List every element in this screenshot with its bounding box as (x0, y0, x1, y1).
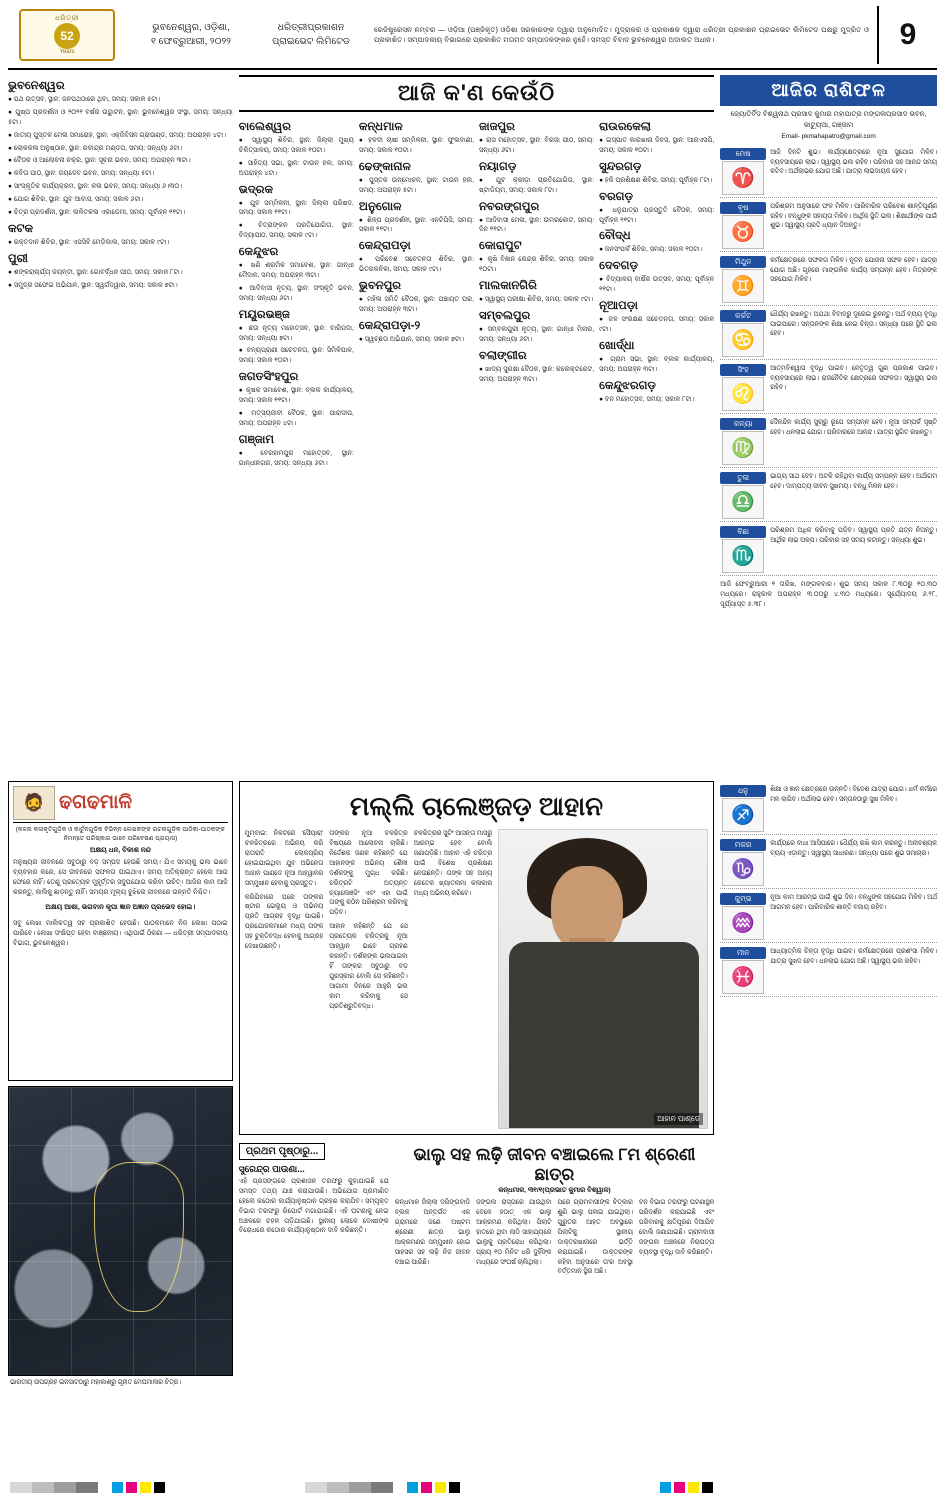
zodiac-symbol-icon: ♒ (722, 906, 764, 940)
city-event-list (359, 136, 474, 156)
city-name: ଅନୁଗୋଳ (358, 200, 402, 213)
city-event-list (239, 449, 354, 469)
photo-body (509, 942, 699, 1129)
city-events-block (359, 240, 474, 275)
city-event-list (479, 216, 594, 236)
horoscope-sign-1[interactable] (720, 144, 937, 198)
zodiac-symbol-icon: ♑ (722, 852, 764, 886)
event-item: ● ଚିତ୍ର ପ୍ରଦର୍ଶନୀ, ସ୍ଥାନ: ଲଳିତକଳା ଏକାଡେମୀ, ସମୟ: ପୂର୍ବାହ୍ନ ୧୧ଟା। (8, 209, 186, 217)
story-paragraph: ଜଙ୍ଗଲ ରାସ୍ତାରେ ଯାଉଥିବା ବେଳେ ହଠାତ୍ ଏକ ଭାଲୁ ଆକ୍ରମଣ କରିଥିଲା। ପିଲାଟି ହାତରେ ଥିବା ଲାଠି ସାହାଯ୍ୟରେ ଭାଲୁକୁ ପ୍ରତିରୋଧ କରିଥିଲା। ପ୍ରାୟ ୧୦ ମିନିଟ ଧରି ଦୁହିଁଙ୍କ ମଧ୍ୟରେ ସଂଘର୍ଷ ଚାଲିଥିଲା। (476, 1199, 552, 1266)
gray-scale-bar-mid (305, 1482, 393, 1493)
city-event-list (359, 335, 474, 345)
registration-swatch (112, 1482, 123, 1493)
city-name: ନୂଆପଡ଼ା (599, 300, 638, 313)
city-events-block (8, 223, 233, 248)
zodiac-icon-block (720, 785, 766, 832)
bottom-stories (239, 1141, 714, 1281)
zodiac-name: ବୃଷ (720, 202, 766, 214)
city-event-list (8, 268, 233, 291)
city-events-block (479, 350, 594, 385)
zodiac-icon-block (720, 364, 766, 411)
zodiac-name: ବିଛା (720, 526, 766, 538)
story-paragraph: କନ୍ଧମାଳ ଜିଲ୍ଲା ଦରିଙ୍ଗବାଡ଼ି ବ୍ଲକ ଅନ୍ତର୍ଗତ ଏକ ଗ୍ରାମରେ ଜଣେ ଅଷ୍ଟମ ଶ୍ରେଣୀ ଛାତ୍ର ଭାଲୁ ଆକ୍ରମଣର ସମ୍ମୁଖୀନ ହୋଇ ସାହସର ସହ ଲଢ଼ି ନିଜ ଜୀବନ ବଞ୍ଚାଇ ପାରିଛି। (394, 1199, 471, 1266)
event-item: ● ଜଳ ସଂରକ୍ଷଣ ସଚେତନତା, ସମୟ: ସକାଳ ୯ଟା। (599, 316, 715, 334)
city-event-list (239, 386, 354, 429)
event-item: ● ମହିଳା ସମିତି ବୈଠକ, ସ୍ଥାନ: ପଞ୍ଚାୟତ ଘର, ସମୟ: ଅପରାହ୍ନ ୩ଟା। (358, 296, 474, 314)
city-name: ଭୁବନେଶ୍ୱର (8, 80, 65, 92)
horoscope-sign-4[interactable] (720, 306, 937, 360)
event-item: ● ପୁସ୍ତକ ଉନ୍ମୋଚନ, ସ୍ଥାନ: ଟାଉନ ହଲ, ସମୟ: ଅପରାହ୍ନ ୫ଟା। (358, 176, 474, 194)
zodiac-icon-block (720, 310, 766, 357)
city-events-block (239, 121, 354, 179)
city-name: ବୌଦ୍ଧ (599, 230, 631, 243)
zodiac-name: କର୍କଟ (720, 310, 766, 322)
dhaga-dhamali-box (8, 781, 233, 1081)
event-item: ● ରାସ ମହୋତ୍ସବ, ସ୍ଥାନ: ବିରଜା ପୀଠ, ସମୟ: ସନ୍ଧ୍ୟା ୬ଟା। (479, 137, 595, 154)
city-events-block (359, 320, 474, 345)
zodiac-name: ମକର (720, 839, 766, 851)
city-name: ମାଲକାନଗିରି (479, 280, 537, 293)
horoscope-email: Email- pkmahapatro@gmail.com (781, 133, 876, 140)
feature-paragraph: ଚଳଚ୍ଚିତ୍ରର ସୁଟିଂ ଆସନ୍ତା ମାସରୁ ଆରମ୍ଭ ହେବ ବୋଲି ଜଣାପଡ଼ିଛି। ଆହାନ ଏହି ଚରିତ୍ର ପାଇଁ ବିଶେଷ ପ୍ରଶିକ୍ଷଣ ନେଉଛନ୍ତି। ତାଙ୍କ ସହ ଅନ୍ୟ କେତେକ ଖ୍ୟାତନାମା କଳାକାର ମଧ୍ୟ ଅଭିନୟ କରିବେ। (413, 830, 493, 897)
event-item: ● ସମୁଦ୍ର ସଫେଇ ଅଭିଯାନ, ସ୍ଥାନ: ସ୍ୱର୍ଗଦ୍ୱାର, ସମୟ: ସକାଳ ୭ଟା। (8, 281, 178, 289)
feature-paragraph: ତାଙ୍କର ନୂଆ ଚଳଚ୍ଚିତ୍ର ବିଷୟରେ ଆଲୋଚନା ଚାଲିଛି। ନିର୍ଦ୍ଦେଶକ ଜଣକ କହିଛନ୍ତି ଯେ ଆହାନଙ୍କ ଅଭିନୟ ଶୈଳୀ ଦର୍ଶକଙ୍କୁ ମୁଗ୍ଧ କରିଛି। ଚରିତ୍ରଟି ଅତ୍ୟନ୍ତ ଚ୍ୟାଲେଞ୍ଜିଂ ଏବଂ ଏହା ପାଇଁ ତାଙ୍କୁ କଠିନ ପରିଶ୍ରମ କରିବାକୁ ପଡ଼ିବ। (329, 830, 408, 917)
india-outline (94, 1162, 184, 1312)
city-event-list (599, 395, 714, 405)
zodiac-symbol-icon: ♉ (722, 215, 764, 249)
city-event-list (359, 255, 474, 275)
city-name: କେନ୍ଦ୍ରାପଡ଼ା (358, 240, 411, 253)
city-name: ଗଞ୍ଜାମ (238, 433, 274, 446)
continued-tag: ପ୍ରଥମ ପୃଷ୍ଠାରୁ... (239, 1143, 326, 1160)
zodiac-symbol-icon: ♏ (722, 539, 764, 573)
zodiac-icon-block (720, 418, 766, 465)
zodiac-name: କୁମ୍ଭ (720, 893, 766, 905)
city-name: ଭୁବନପୁର (358, 280, 402, 293)
event-item: ● ଯୁବ ସମ୍ମିଳନୀ, ସ୍ଥାନ: ଜିଲ୍ଲା ପରିଷଦ, ସମୟ: ସକାଳ ୧୧ଟା। (238, 199, 354, 217)
event-item: ● ଇସ୍ପାତ କାରଖାନା ଦିବସ, ସ୍ଥାନ: ଆରଏସପି, ସମୟ: ସକାଳ ୧୦ଟା। (599, 137, 715, 154)
registration-swatch (407, 1482, 418, 1493)
city-name: ଜାଜପୁର (479, 121, 515, 133)
horoscope-sign-9[interactable] (720, 781, 937, 835)
city-events-block (8, 253, 233, 291)
city-event-list (599, 136, 714, 156)
city-name: କୋରାପୁଟ (479, 240, 522, 253)
feature-article (239, 781, 714, 1135)
city-event-list (8, 238, 233, 248)
satellite-caption: ଭାରତୀୟ ଉପଗ୍ରହ ଇନସାଟଠାରୁ ମହାକାଶରୁ ଗୃହୀତ ମେଘମାଳାର ଚିତ୍ର। (10, 1379, 182, 1386)
horoscope-text: ଧୈର୍ଯ୍ୟ ରଖନ୍ତୁ। ଅଯଥା ବିବାଦରୁ ଦୂରେଇ ରୁହନ୍ତୁ। ଅର୍ଥ ବ୍ୟୟ ବୃଦ୍ଧି ପାଇପାରେ। ସନ୍ତାନଙ୍କ ଶିକ୍ଷା ନେଇ ଚିନ୍ତା। ସନ୍ଧ୍ୟା ପରେ ସ୍ଥିତି ଭଲ ହେବ। (770, 311, 937, 338)
city-name: କଟକ (8, 222, 33, 235)
gray-scale-bar-left (10, 1482, 98, 1493)
city-name: ନବରଙ୍ଗପୁର (479, 200, 540, 213)
registration-swatch (140, 1482, 151, 1493)
city-name: ଜଗତସିଂହପୁର (238, 371, 299, 384)
city-event-list (599, 245, 714, 255)
logo-years-label: Years (59, 49, 75, 55)
horoscope-text: କର୍ମକ୍ଷେତ୍ରରେ ସଫଳତା ମିଳିବ। ନୂତନ ଯୋଜନା ସଫଳ ହେବ। ଯାତ୍ରା ଯୋଗ ଅଛି। ଗୃହରେ ମାଙ୍ଗଳିକ କାର୍ଯ୍ୟ ସମ୍ପନ୍ନ ହେବ। ମିତ୍ରଙ୍କ ସହଯୋଗ ମିଳିବ। (770, 257, 937, 284)
city-events-block (239, 309, 354, 367)
event-item: ● ଗ୍ରାମ ସଭା, ସ୍ଥାନ: ବ୍ଲକ କାର୍ଯ୍ୟାଳୟ, ସମୟ: ଅପରାହ୍ନ ୩ଟା। (599, 355, 715, 373)
city-event-list (359, 176, 474, 196)
city-event-list (239, 136, 354, 179)
city-events-block (359, 121, 474, 156)
event-item: ● କବିତା ପାଠ, ସ୍ଥାନ: ଜୟଦେବ ଭବନ, ସମୟ: ସନ୍ଧ୍ୟା ୫ଟା। (8, 170, 155, 178)
event-item: ● କୃଷି ବିଜ୍ଞାନ କେନ୍ଦ୍ର ଶିବିର, ସମୟ: ସକାଳ ୧୦ଟା। (479, 256, 595, 274)
events-left-column (8, 75, 233, 775)
lower-section (8, 781, 937, 1388)
city-name: ଭଦ୍ରକ (238, 183, 273, 196)
horoscope-sign-6[interactable] (720, 414, 937, 468)
story-paragraph: ପରେ ଗ୍ରାମବାସୀଙ୍କ ଚିତ୍କାର ଶୁଣି ଭାଲୁ ପଳାଇ ଯାଇଥିଲା। ଗୁରୁତର ଆହତ ଅବସ୍ଥାରେ ପିଲାଟିକୁ ସ୍ଥାନୀୟ ଡାକ୍ତରଖାନାରେ ଭର୍ତ୍ତି କରାଯାଇଛି। ଡାକ୍ତରଙ୍କ କହିବା ଅନୁସାରେ ତା'ର ଅବସ୍ଥା ବର୍ତ୍ତମାନ ସ୍ଥିର ଅଛି। (557, 1199, 633, 1276)
city-events-block (239, 184, 354, 242)
registration-swatch (349, 1482, 371, 1493)
horoscope-sign-2[interactable] (720, 198, 937, 252)
horoscope-sign-8[interactable] (720, 522, 937, 576)
zodiac-symbol-icon: ♍ (722, 431, 764, 465)
city-name: ରାଉରକେଲା (599, 121, 652, 133)
city-event-list (359, 216, 474, 236)
masthead-city: ଭୁବନେଶ୍ୱର, ଓଡ଼ିଶା, (152, 22, 230, 34)
cartoon-subtitle: (କଳନା କଳାକୃତିଗୁଡ଼ିକ ଓ କାର୍ଟୁନଗୁଡ଼ିକ ବିଭିନ୍ନ ଲେଖକଙ୍କ ରଚନାଗୁଡ଼ିକ ପାଠିକା-ପାଠକଙ୍କ ନିମନ୍ତେ ପରିଷ୍କାର ଭାବେ ପରିବେଷଣ ପ୍ରୟାସ) (15, 826, 225, 842)
horoscope-text: ଦୈନନ୍ଦିନ କାର୍ଯ୍ୟ ସୁଚାରୁ ରୂପେ ସମ୍ପନ୍ନ ହେବ। ନୂଆ ସମ୍ପର୍କ ସୃଷ୍ଟି ହେବ। ଧନଲାଭ ଯୋଗ। ପରିବାରରେ ଆନନ୍ଦ। ଯାତ୍ରା ସ୍ଥଗିତ ରଖନ୍ତୁ। (770, 419, 937, 436)
zodiac-icon-block (720, 202, 766, 249)
registration-swatch (305, 1482, 327, 1493)
horoscope-sign-7[interactable] (720, 468, 937, 522)
horoscope-text: ଆତ୍ମବିଶ୍ୱାସ ବୃଦ୍ଧି ପାଇବ। ନେତୃତ୍ୱ ଗୁଣ ପ୍ରକାଶ ପାଇବ। ବ୍ୟବସାୟରେ ଲାଭ। ରାଜନୈତିକ କ୍ଷେତ୍ରରେ ସଫଳତା। ସ୍ୱାସ୍ଥ୍ୟ ଭଲ ରହିବ। (770, 365, 937, 392)
event-item: ● ହଳଦୀ ଚାଷୀ ସମ୍ମିଳନୀ, ସ୍ଥାନ: ଫୁଲବାଣୀ, ସମୟ: ସକାଳ ୧୦ଟା। (358, 137, 474, 154)
zodiac-name: ତୁଳା (720, 472, 766, 484)
city-event-list (239, 199, 354, 242)
masthead-license: ରେଜିଷ୍ଟ୍ରେସନ ନମ୍ବର — ଓଡ଼ିଆ (ପଞ୍ଜିକୃତ) ଓଡ଼ିଶା ସରକାରଙ୍କ ଦ୍ୱାରା ଅନୁମୋଦିତ। ମୁଦ୍ରାକର ଓ ପ୍ରକାଶକ ଦ୍ୱାରା ଧରିତ୍ରୀ ପ୍ରକାଶନ ପ୍ରାଇଭେଟ ଲିମିଟେଡ ପକ୍ଷରୁ ମୁଦ୍ରିତ ଓ ପ୍ରକାଶିତ। ସମ୍ପାଦକୀୟ ବିଭାଗରେ ପ୍ରକାଶିତ ମତାମତ ସମ୍ପାଦକଙ୍କର ନୁହେଁ। ସମସ୍ତ ବିବାଦ ଭୁବନେଶ୍ୱର ଅଦାଲତ ଅଧୀନ। (374, 25, 869, 44)
city-event-list (239, 261, 354, 304)
zodiac-icon-block (720, 472, 766, 519)
city-event-list (599, 206, 714, 226)
bear-story-byline: କନ୍ଧମାଳ, ୩୧/୧(ପ୍ରଭାତ କୁମାର ବିଶ୍ୱାଳ) (498, 1187, 611, 1194)
continued-headline: ସୁରେନ୍ଦ୍ର ପାଉଣା... (238, 1164, 305, 1174)
event-item: ● ଯୋଗ ଶିବିର, ସ୍ଥାନ: ଯୁବ ଆବାସ, ସମୟ: ସକାଳ ୬ଟା। (8, 196, 144, 204)
photo-caption: ଆହାନ ପାଣ୍ଡେ (654, 1113, 703, 1125)
zodiac-symbol-icon: ♓ (722, 960, 764, 994)
color-swatches-right (660, 1482, 713, 1493)
city-events-block (599, 260, 714, 295)
horoscope-sign-3[interactable] (720, 252, 937, 306)
city-name: ପୁରୀ (8, 252, 28, 265)
city-event-list (599, 275, 714, 295)
city-event-list (479, 325, 594, 345)
city-event-list (239, 324, 354, 367)
event-item: ● ସମ୍ବଲପୁରୀ ନୃତ୍ୟ, ସ୍ଥାନ: ଗାନ୍ଧୀ ମିନାର, ସମୟ: ସନ୍ଧ୍ୟା ୬ଟା। (479, 326, 595, 343)
city-event-list (479, 176, 594, 196)
logo-years-number: 52 (54, 23, 80, 49)
horoscope-sign-11[interactable] (720, 889, 937, 943)
zodiac-symbol-icon: ♐ (722, 798, 764, 832)
city-name: କେନ୍ଦୁଝରଗଡ଼ (599, 379, 656, 392)
cartoon-header (13, 786, 228, 823)
cartoon-title-text: ଢଗଢମାଳି (59, 792, 133, 813)
zodiac-icon-block (720, 947, 766, 994)
bear-story-headline: ଭାଲୁ ସହ ଲଢ଼ି ଜୀବନ ବଞ୍ଚାଇଲେ ୮ମ ଶ୍ରେଣୀ ଛାତ୍ର (413, 1145, 696, 1184)
horoscope-list-continued (720, 781, 937, 997)
feature-title: ମଲ୍ଲି ଚାଲେଞ୍ଜଡ଼ ଆହାନ (349, 791, 604, 821)
zodiac-symbol-icon: ♎ (722, 485, 764, 519)
registration-swatch (54, 1482, 76, 1493)
city-events-block (8, 80, 233, 218)
event-item: ● ସାଂସ୍କୃତିକ କାର୍ଯ୍ୟକ୍ରମ, ସ୍ଥାନ: କଳା ଭବନ, ସମୟ: ସନ୍ଧ୍ୟା ୬।୩୦। (8, 183, 183, 191)
event-item: ● ପୁଷ୍ପ ପ୍ରଦର୍ଶନୀ ଓ ୨୦୨୨ ବର୍ଷର ଉଦ୍ଘାଟନ, ସ୍ଥାନ: ଭୁବନେଶ୍ୱର ସଂସ୍ଥା, ସମୟ: ସନ୍ଧ୍ୟା ୫ଟା। (8, 108, 233, 126)
feature-text-columns (245, 829, 492, 1129)
registration-swatch (421, 1482, 432, 1493)
city-events-block (599, 121, 714, 156)
mascot-icon: 🧔 (13, 786, 55, 820)
registration-swatch (688, 1482, 699, 1493)
horoscope-text: ପରିଶ୍ରମ ଅନୁସାରେ ଫଳ ମିଳିବ। ପାରିବାରିକ ପରିବେଶ ଶାନ୍ତିପୂର୍ଣ୍ଣ ରହିବ। ବନ୍ଧୁଙ୍କ ସହାୟତା ମିଳିବ। ଆର୍ଥିକ ସ୍ଥିତି ଭଲ। ଶିକ୍ଷାର୍ଥୀଙ୍କ ପାଇଁ ଶୁଭ। ସ୍ୱାସ୍ଥ୍ୟ ପ୍ରତି ଧ୍ୟାନ ଦିଅନ୍ତୁ। (770, 203, 937, 230)
zodiac-name: ମେଷ (720, 148, 766, 160)
horoscope-text: ଆଜି ଦିନଟି ଶୁଭ। କାର୍ଯ୍ୟକ୍ଷେତ୍ରରେ ନୂଆ ସୁଯୋଗ ମିଳିବ। ବ୍ୟବସାୟରେ ଲାଭ। ସ୍ୱାସ୍ଥ୍ୟ ଭଲ ରହିବ। ପରିବାର ସହ ଆନନ୍ଦ ସମୟ କଟିବ। ଅର୍ଥଲାଭର ଯୋଗ ଅଛି। ଯାତ୍ରା ଲାଭଦାୟକ ହେବ। (770, 149, 937, 176)
city-events-block (359, 161, 474, 196)
city-name: ଖୋର୍ଦ୍ଧା (599, 339, 635, 352)
horoscope-text: ଭାଗ୍ୟ ସାଥ ଦେବ। ଅଟକି ରହିଥିବା କାର୍ଯ୍ୟ ସମ୍ପନ୍ନ ହେବ। ଅର୍ଥାଗମ ହେବ। ଦାମ୍ପତ୍ୟ ଜୀବନ ସୁଖମୟ। ବନ୍ଧୁ ମିଳନ ହେବ। (770, 473, 937, 490)
city-event-list (599, 315, 714, 335)
zodiac-icon-block (720, 893, 766, 940)
event-item: ● ବନ ମହୋତ୍ସବ, ସମୟ: ସକାଳ ୮ଟା। (599, 395, 695, 403)
registration-swatch (10, 1482, 32, 1493)
horoscope-list (720, 144, 937, 576)
zodiac-icon-block (720, 256, 766, 303)
city-events-block (599, 380, 714, 405)
zodiac-symbol-icon: ♈ (722, 161, 764, 195)
zodiac-icon-block (720, 148, 766, 195)
horoscope-text: ଆଧ୍ୟାତ୍ମିକ ଚିନ୍ତା ବୃଦ୍ଧି ପାଇବ। କର୍ମକ୍ଷେତ୍ରରେ ପ୍ରଶଂସା ମିଳିବ। ଯାତ୍ରା ସୁଖଦ ହେବ। ଧନଲାଭ ଯୋଗ ଅଛି। ସ୍ୱାସ୍ଥ୍ୟ ଭଲ ରହିବ। (770, 948, 937, 965)
event-item: ● ଜନସଂପର୍କ ଶିବିର, ସମୟ: ସକାଳ ୧୦ଟା। (599, 246, 703, 254)
registration-swatch (76, 1482, 98, 1493)
city-event-list (8, 95, 233, 218)
city-events-block (599, 230, 714, 255)
registration-swatch (435, 1482, 446, 1493)
zodiac-symbol-icon: ♊ (722, 269, 764, 303)
city-name: ନୟାଗଡ଼ (479, 160, 517, 173)
city-name: ବରଗଡ଼ (599, 190, 634, 203)
publication-logo (19, 9, 115, 61)
event-item: ● ଖଣି ଶ୍ରମିକ ସମାବେଶ, ସ୍ଥାନ: ଗାନ୍ଧୀ ମୈଦାନ, ସମୟ: ଅପରାହ୍ନ ୩ଟା। (238, 262, 354, 280)
horoscope-text: ଶିକ୍ଷା ଓ ଜ୍ଞାନ କ୍ଷେତ୍ରରେ ଉନ୍ନତି। ବିଦେଶ ଯାତ୍ରା ଯୋଗ। ଧର୍ମ କର୍ମରେ ମନ ଲାଗିବ। ଅର୍ଥଲାଭ ହେବ। ସନ୍ତାନଠାରୁ ସୁଖ ମିଳିବ। (770, 786, 937, 803)
logo-box (8, 6, 126, 64)
city-name: ସୁନ୍ଦରଗଡ଼ (599, 160, 642, 173)
color-swatches-left (112, 1482, 165, 1493)
feature-paragraph: ମୁମ୍ବାଇ: ନିକଟରେ 'ସୈୟାରା' ଚଳଚ୍ଚିତ୍ରରେ ଅଭିନୟ କରି ରାତାରାତି ଲୋକପ୍ରିୟ ହୋଇଯାଇଥିବା ଯୁବ ଅଭିନେତା ଆହାନ ପାଣ୍ଡେ ନୂଆ ଆହ୍ୱାନର ସମ୍ମୁଖୀନ ହେବାକୁ ପ୍ରସ୍ତୁତ। (244, 830, 324, 887)
print-registration-marks (0, 1476, 945, 1498)
event-item: ● ବୈଠକ ଓ ଆଲୋଚନା ଚକ୍ର, ସ୍ଥାନ: ସୂଚନା ଭବନ, ସମୟ: ଅପରାହ୍ନ ୩ଟା। (8, 157, 191, 165)
continued-body: ଏହି ପ୍ରସଙ୍ଗରେ ପ୍ରଶାସନ ତରଫରୁ କୁହାଯାଇଛି ଯେ ସମସ୍ତ ତଥ୍ୟ ଯାଞ୍ଚ କରାଯାଉଛି। ଅଭିଯୋଗ ପ୍ରମାଣିତ ହେଲେ କଠୋର କାର୍ଯ୍ୟାନୁଷ୍ଠାନ ଗ୍ରହଣ କରାଯିବ। ସମ୍ପୃକ୍ତ ବିଭାଗ ତରଫରୁ ରିପୋର୍ଟ ମଗାଯାଇଛି। ଏହି ଘଟଣାକୁ ନେଇ ଅଞ୍ଚଳରେ ଚହଳ ପଡ଼ିଯାଇଛି। ସ୍ଥାନୀୟ ଲୋକେ ଦୋଷୀଙ୍କ ବିରୋଧରେ କଠୋର କାର୍ଯ୍ୟାନୁଷ୍ଠାନ ଦାବି କରିଛନ୍ତି। (238, 1178, 389, 1235)
cartoon-quote: ଅକ୍ଷୟ ଆଶା, ଭଗବାନ କୃପା ଜ୍ଞାନ ଅଜ୍ଞାନ ପ୍ରଭେଦ ହୋଇ। (45, 904, 196, 912)
aji-kana-title: ଆଜି କ'ଣ କେଉଁଠି (239, 75, 714, 112)
horoscope-continued-column (720, 781, 937, 1388)
city-event-list (599, 176, 714, 186)
city-name: କନ୍ଧମାଳ (358, 121, 403, 133)
city-events-block (599, 191, 714, 226)
zodiac-icon-block (720, 839, 766, 886)
city-events-block (479, 240, 594, 275)
zodiac-name: କନ୍ୟା (720, 418, 766, 430)
color-swatches-mid (407, 1482, 460, 1493)
city-name: ସମ୍ବଲପୁର (479, 310, 531, 323)
event-item: ● ଖାଦ୍ୟ ସୁରକ୍ଷା ବୈଠକ, ସ୍ଥାନ: କଲେକ୍ଟରେଟ, ସମୟ: ଅପରାହ୍ନ ୩ଟା। (479, 365, 595, 383)
city-events-block (239, 371, 354, 429)
event-item: ● ରକ୍ତଦାନ ଶିବିର, ସ୍ଥାନ: ଏସସିବି ମେଡିକାଲ, ସମୟ: ସକାଳ ୯ଟା। (8, 238, 170, 246)
cartoon-column (8, 781, 233, 1388)
horoscope-astrologer: ଜ୍ୟୋତିର୍ବିଦ ବିଶ୍ୱନାଥ ପ୍ରସାଦ କୁମାର ମହାପାତ୍ର ମଙ୍ଗଳାପ୍ରସାଦ ଭବନ, କାଟ୍ୟୁଆ, ଗଞ୍ଜାମ (730, 111, 927, 129)
event-item: ● ଚିତ୍ରାଙ୍କନ ପ୍ରତିଯୋଗିତା, ସ୍ଥାନ: ବିଦ୍ୟାପୀଠ, ସମୟ: ସକାଳ ୯ଟା। (238, 222, 354, 240)
city-events-block (359, 280, 474, 315)
city-event-list (479, 295, 594, 305)
zodiac-symbol-icon: ♋ (722, 323, 764, 357)
zodiac-name: ମିଥୁନ (720, 256, 766, 268)
event-item: ● ସାହିତ୍ୟ ସଭା, ସ୍ଥାନ: ଟାଉନ ହଲ, ସମୟ: ଅପରାହ୍ନ ୪ଟା। (238, 159, 354, 177)
event-item: ● ସ୍ୱାସ୍ଥ୍ୟ ଶିବିର, ସ୍ଥାନ: ଜିଲ୍ଲା ମୁଖ୍ୟ ଚିକିତ୍ସାଳୟ, ସମୟ: ସକାଳ ୧୦ଟା। (238, 137, 354, 154)
horoscope-sign-5[interactable] (720, 360, 937, 414)
city-name: ମୟୂରଭଞ୍ଜ (238, 308, 290, 321)
event-item: ● ଧନୁଯାତ୍ରା ପ୍ରସ୍ତୁତି ବୈଠକ, ସମୟ: ପୂର୍ବାହ୍ନ ୧୧ଟା। (599, 206, 715, 224)
masthead-place (126, 6, 256, 64)
city-name: ବଲାଙ୍ଗୀର (479, 349, 527, 362)
logo-title: ଧରିତ୍ରୀ (55, 15, 79, 22)
city-name: ଦେବଗଡ଼ (599, 260, 638, 273)
event-item: ● ଲୋକକଳା ଅନୁଷ୍ଠାନ, ସ୍ଥାନ: ରବୀନ୍ଦ୍ର ମଣ୍ଡପ, ସମୟ: ସନ୍ଧ୍ୟା ୬ଟା। (8, 144, 183, 152)
cartoon-footnote: ସବୁ ଲେଖା ମାଲିକତ୍ୱ ସହ ପ୍ରକାଶିତ ହେଉଛି। ପାଠକମାନେ ନିଜ ଲେଖା ପଠାଇ ପାରିବେ। ଲେଖା ସଂକ୍ଷିପ୍ତ ହେବା ବାଞ୍ଛନୀୟ। ଏଥିପାଇଁ ଠିକଣା — ଧରିତ୍ରୀ ସମ୍ପାଦକୀୟ ବିଭାଗ, ଭୁବନେଶ୍ୱର। (13, 919, 228, 947)
masthead-publisher: ଧରିତ୍ରୀପ୍ରକାଶନ ପ୍ରାଇଭେଟ ଲିମିଟେଡ (272, 22, 350, 47)
event-item: ● ପଥ ଉତ୍ସବ, ସ୍ଥାନ: ଜନପଥଠାରେ ଥିବା, ସମୟ: ସକାଳ ୫ଟା। (8, 96, 161, 103)
story-paragraph: ବନ ବିଭାଗ ତରଫରୁ ଘଟଣାସ୍ଥଳ ପରିଦର୍ଶନ କରାଯାଇଛି ଏବଂ ପରିବାରକୁ କ୍ଷତିପୂରଣ ଦିଆଯିବ ବୋଲି ଜଣାଯାଇଛି। ଗ୍ରାମବାସୀ ଜଙ୍ଗଲ ଅଞ୍ଚଳରେ ନିରାପତ୍ତା ବ୍ୟବସ୍ଥା ବୃଦ୍ଧି ଦାବି କରିଛନ୍ତି। (638, 1199, 715, 1256)
horoscope-text: ପରିଶ୍ରମ ଅଧିକ କରିବାକୁ ପଡ଼ିବ। ସ୍ୱାସ୍ଥ୍ୟ ପ୍ରତି ଯତ୍ନ ନିଅନ୍ତୁ। ଆର୍ଥିକ ଲାଭ ଅଳ୍ପ। ପରିବାର ସହ ସମୟ କଟାନ୍ତୁ। ସନ୍ଧ୍ୟା ଶୁଭ। (770, 527, 937, 544)
cartoon-body: ମନୁଷ୍ୟର ଜୀବନରେ ସବୁଠାରୁ ବଡ଼ ସମ୍ପଦ ହେଉଛି ସମୟ। ଯିଏ ସମୟକୁ ଭଲ ଭାବେ ବ୍ୟବହାର କରେ, ସେ ଜୀବନରେ ସଫଳତା ପାଇଥାଏ। ସମୟ ଅତିକ୍ରାନ୍ତ ହେଲେ ଆଉ ଫେରେ ନାହିଁ। ତେଣୁ ପ୍ରତ୍ୟେକ ମୁହୂର୍ତ୍ତର ସଦୁପଯୋଗ କରିବା ଉଚିତ୍। ଆଜିର କାମ ଆଜି କରନ୍ତୁ, କାଲିକୁ ଛାଡ଼ନ୍ତୁ ନାହିଁ। ସମୟର ମୂଲ୍ୟ ବୁଝିଲେ ଜୀବନରେ ଉନ୍ନତି ନିଶ୍ଚିତ। (13, 858, 228, 897)
registration-swatch (371, 1482, 393, 1493)
city-name: ଢେଙ୍କାନାଳ (358, 160, 411, 173)
city-event-list (599, 355, 714, 375)
horoscope-text: ନୂଆ କାମ ଆରମ୍ଭ ପାଇଁ ଶୁଭ ଦିନ। ବନ୍ଧୁଙ୍କ ସହଯୋଗ ମିଳିବ। ଅର୍ଥ ଆଗମନ ହେବ। ପାରିବାରିକ ଶାନ୍ତି ବଜାୟ ରହିବ। (770, 894, 937, 911)
satellite-image (8, 1086, 233, 1376)
event-item: ● ବେରହାମପୁର ମହୋତ୍ସବ, ସ୍ଥାନ: ଗାନ୍ଧୀନଗର, ସମୟ: ସନ୍ଧ୍ୟା ୬ଟା। (238, 449, 354, 467)
event-item: ● ବନ୍ୟପ୍ରାଣୀ ସଚେତନତା, ସ୍ଥାନ: ସିମିଳିପାଳ, ସମୟ: ସକାଳ ୧୦ଟା। (238, 347, 354, 365)
horoscope-footer: ଆଜି ଫେବ୍ରୁଆରୀ ୧ ତାରିଖ, ମଙ୍ଗଳବାର। ଶୁଭ ସମୟ ସକାଳ ୮.୩୦ରୁ ୧୦.୩୦ ମଧ୍ୟରେ। ରାହୁକାଳ ଅପରାହ୍ନ ୩.୦୦ରୁ ୪.୩୦ ମଧ୍ୟରେ। ସୂର୍ଯ୍ୟୋଦୟ ୬.୨୮, ସୂର୍ଯ୍ୟାସ୍ତ ୫.୩୮। (720, 581, 937, 608)
city-event-list (479, 136, 594, 156)
feature-photo (498, 829, 708, 1129)
masthead-date: ୧ ଫେବ୍ରୁଆରୀ, ୨୦୨୨ (151, 36, 231, 47)
city-event-list (479, 255, 594, 275)
horoscope-column (720, 75, 937, 775)
feature-paragraph: କରିଯିବାରେ ପରେ ତାଙ୍କର ଷ୍ଟାର ଭେଲ୍ୟୁ ଓ ଅଭିନୟ ପ୍ରତି ଆଗ୍ରହ ବୃଦ୍ଧି ପାଇଛି। ପ୍ରଯୋଜକମାନେ ମଧ୍ୟ ତାଙ୍କ ସହ ଚୁକ୍ତିବଦ୍ଧ ହେବାକୁ ଆଗ୍ରହ ଦେଖାଉଛନ୍ତି। (244, 893, 324, 951)
city-events-block (359, 201, 474, 236)
feature-body-row (245, 829, 708, 1129)
page-number: 9 (877, 6, 937, 64)
zodiac-name: ଧନୁ (720, 785, 766, 797)
events-center-column (239, 75, 714, 775)
registration-swatch (154, 1482, 165, 1493)
registration-swatch (674, 1482, 685, 1493)
horoscope-sign-10[interactable] (720, 835, 937, 889)
feature-column (239, 781, 714, 1388)
city-event-list (479, 365, 594, 385)
main-content-grid (8, 75, 937, 775)
zodiac-symbol-icon: ♌ (722, 377, 764, 411)
city-events-block (599, 340, 714, 375)
event-item: ● ଆଦିବାସୀ ନୃତ୍ୟ, ସ୍ଥାନ: ସଂସ୍କୃତି ଭବନ, ସମୟ: ସନ୍ଧ୍ୟା ୬ଟା। (238, 284, 354, 302)
zodiac-name: ମୀନ (720, 947, 766, 959)
horoscope-text: କାର୍ଯ୍ୟରେ ବାଧା ଆସିପାରେ। ଧୈର୍ଯ୍ୟ ରଖି କାମ କରନ୍ତୁ। ଅନାବଶ୍ୟକ ବ୍ୟୟ ଏଡ଼ାନ୍ତୁ। ସ୍ୱାସ୍ଥ୍ୟ ସାଧାରଣ। ସନ୍ଧ୍ୟା ପରେ ଶୁଭ ସମାଚାର। (770, 840, 937, 857)
city-events-block (479, 161, 594, 196)
event-item: ● ସ୍ୱଚ୍ଛତା ଅଭିଯାନ, ସମୟ: ସକାଳ ୭ଟା। (358, 335, 465, 343)
city-events-block (239, 434, 354, 469)
registration-swatch (702, 1482, 713, 1493)
registration-swatch (32, 1482, 54, 1493)
event-item: ● ଆଦିବାସୀ ମେଳା, ସ୍ଥାନ: ଉମରକୋଟ, ସମୟ: ଦିନ ୧୧ଟା। (479, 216, 595, 234)
event-item: ● ହକି ପ୍ରଶିକ୍ଷଣ ଶିବିର, ସମୟ: ପୂର୍ବାହ୍ନ ୮ଟା। (599, 176, 713, 184)
event-item: ● କୃଷକ ସମାବେଶ, ସ୍ଥାନ: ବ୍ଲକ କାର୍ଯ୍ୟାଳୟ, ସମୟ: ସକାଳ ୧୧ଟା। (238, 387, 354, 405)
city-events-block (479, 201, 594, 236)
horoscope-title: ଆଜିର ରାଶିଫଳ (720, 75, 937, 106)
zodiac-name: ସିଂହ (720, 364, 766, 376)
event-item: ● ସ୍ୱାସ୍ଥ୍ୟ ପରୀକ୍ଷା ଶିବିର, ସମୟ: ସକାଳ ୯ଟା। (479, 296, 594, 304)
registration-swatch (126, 1482, 137, 1493)
bear-story-columns (395, 1198, 714, 1281)
event-item: ● ମତ୍ସ୍ୟଜୀବୀ ବୈଠକ, ସ୍ଥାନ: ପାରାଦୀପ, ସମୟ: ଅପରାହ୍ନ ୪ଟା। (238, 410, 354, 427)
city-events-block (479, 310, 594, 345)
city-name: ବାଲେଶ୍ୱର (238, 121, 291, 133)
city-events-block (479, 280, 594, 305)
feature-paragraph: ଆହାନ କହିଛନ୍ତି ଯେ ସେ ପ୍ରତ୍ୟେକ ଚରିତ୍ରକୁ ନୂଆ ଆହ୍ୱାନ ଭାବେ ଗ୍ରହଣ କରନ୍ତି। ଦର୍ଶକଙ୍କ ଭଲପାଇବା ହିଁ ତାଙ୍କର ସବୁଠାରୁ ବଡ଼ ପୁରସ୍କାର ବୋଲି ସେ କହିଛନ୍ତି। ଆଗାମୀ ଦିନରେ ଆହୁରି ଭଲ କାମ କରିବାକୁ ସେ ପ୍ରତିଶ୍ରୁତିବଦ୍ଧ। (329, 923, 408, 1010)
event-item: ● ଛଉ ନୃତ୍ୟ ମହୋତ୍ସବ, ସ୍ଥାନ: ବାରିପଦା, ସମୟ: ସନ୍ଧ୍ୟା ୭ଟା। (238, 324, 354, 342)
city-name: କେନ୍ଦୁଝର (238, 246, 279, 259)
event-item: ● ଶଙ୍କରାଚାର୍ଯ୍ୟ ଜୟନ୍ତୀ, ସ୍ଥାନ: ଗୋବର୍ଦ୍ଧନ ପୀଠ, ସମୟ: ସକାଳ ୮ଟା। (8, 268, 183, 276)
cartoon-byline: ଅକ୍ଷୟ ଧନ, ବିକାଶ ନନ୍ଦ (89, 846, 151, 854)
registration-swatch (449, 1482, 460, 1493)
city-events-block (239, 246, 354, 304)
city-name: କେନ୍ଦ୍ରାପଡ଼ା-୨ (358, 319, 421, 332)
event-item: ● ଜାତୀୟ ପୁସ୍ତକ ମେଳା ସମାରୋହ, ସ୍ଥାନ: ଏକ୍ଜିବିସନ ଗ୍ରାଉଣ୍ଡ, ସମୟ: ଅପରାହ୍ନ ୪ଟା। (8, 131, 227, 139)
city-events-block (599, 300, 714, 335)
event-item: ● ପରିବେଶ ସଚେତନତା ଶିବିର, ସ୍ଥାନ: ଭିତରକନିକା, ସମୟ: ସକାଳ ୯ଟା। (358, 256, 474, 274)
zodiac-icon-block (720, 526, 766, 573)
city-events-block (599, 161, 714, 186)
registration-swatch (660, 1482, 671, 1493)
event-item: ● ଶିଳ୍ପ ପ୍ରଦର୍ଶନୀ, ସ୍ଥାନ: ଏନଟିପିସି, ସମୟ: ସକାଳ ୧୧ଟା। (358, 216, 474, 234)
city-events-block (479, 121, 594, 156)
city-event-list (359, 295, 474, 315)
horoscope-sign-12[interactable] (720, 943, 937, 997)
event-item: ● ଯୁବ କ୍ରୀଡ଼ା ପ୍ରତିଯୋଗିତା, ସ୍ଥାନ: ଷ୍ଟାଡିୟମ, ସମୟ: ସକାଳ ୮ଟା। (479, 176, 595, 194)
event-item: ● ବିଦ୍ୟାଳୟ ବାର୍ଷିକ ଉତ୍ସବ, ସମୟ: ପୂର୍ବାହ୍ନ ୧୧ଟା। (599, 276, 715, 294)
masthead (8, 6, 937, 70)
registration-swatch (327, 1482, 349, 1493)
